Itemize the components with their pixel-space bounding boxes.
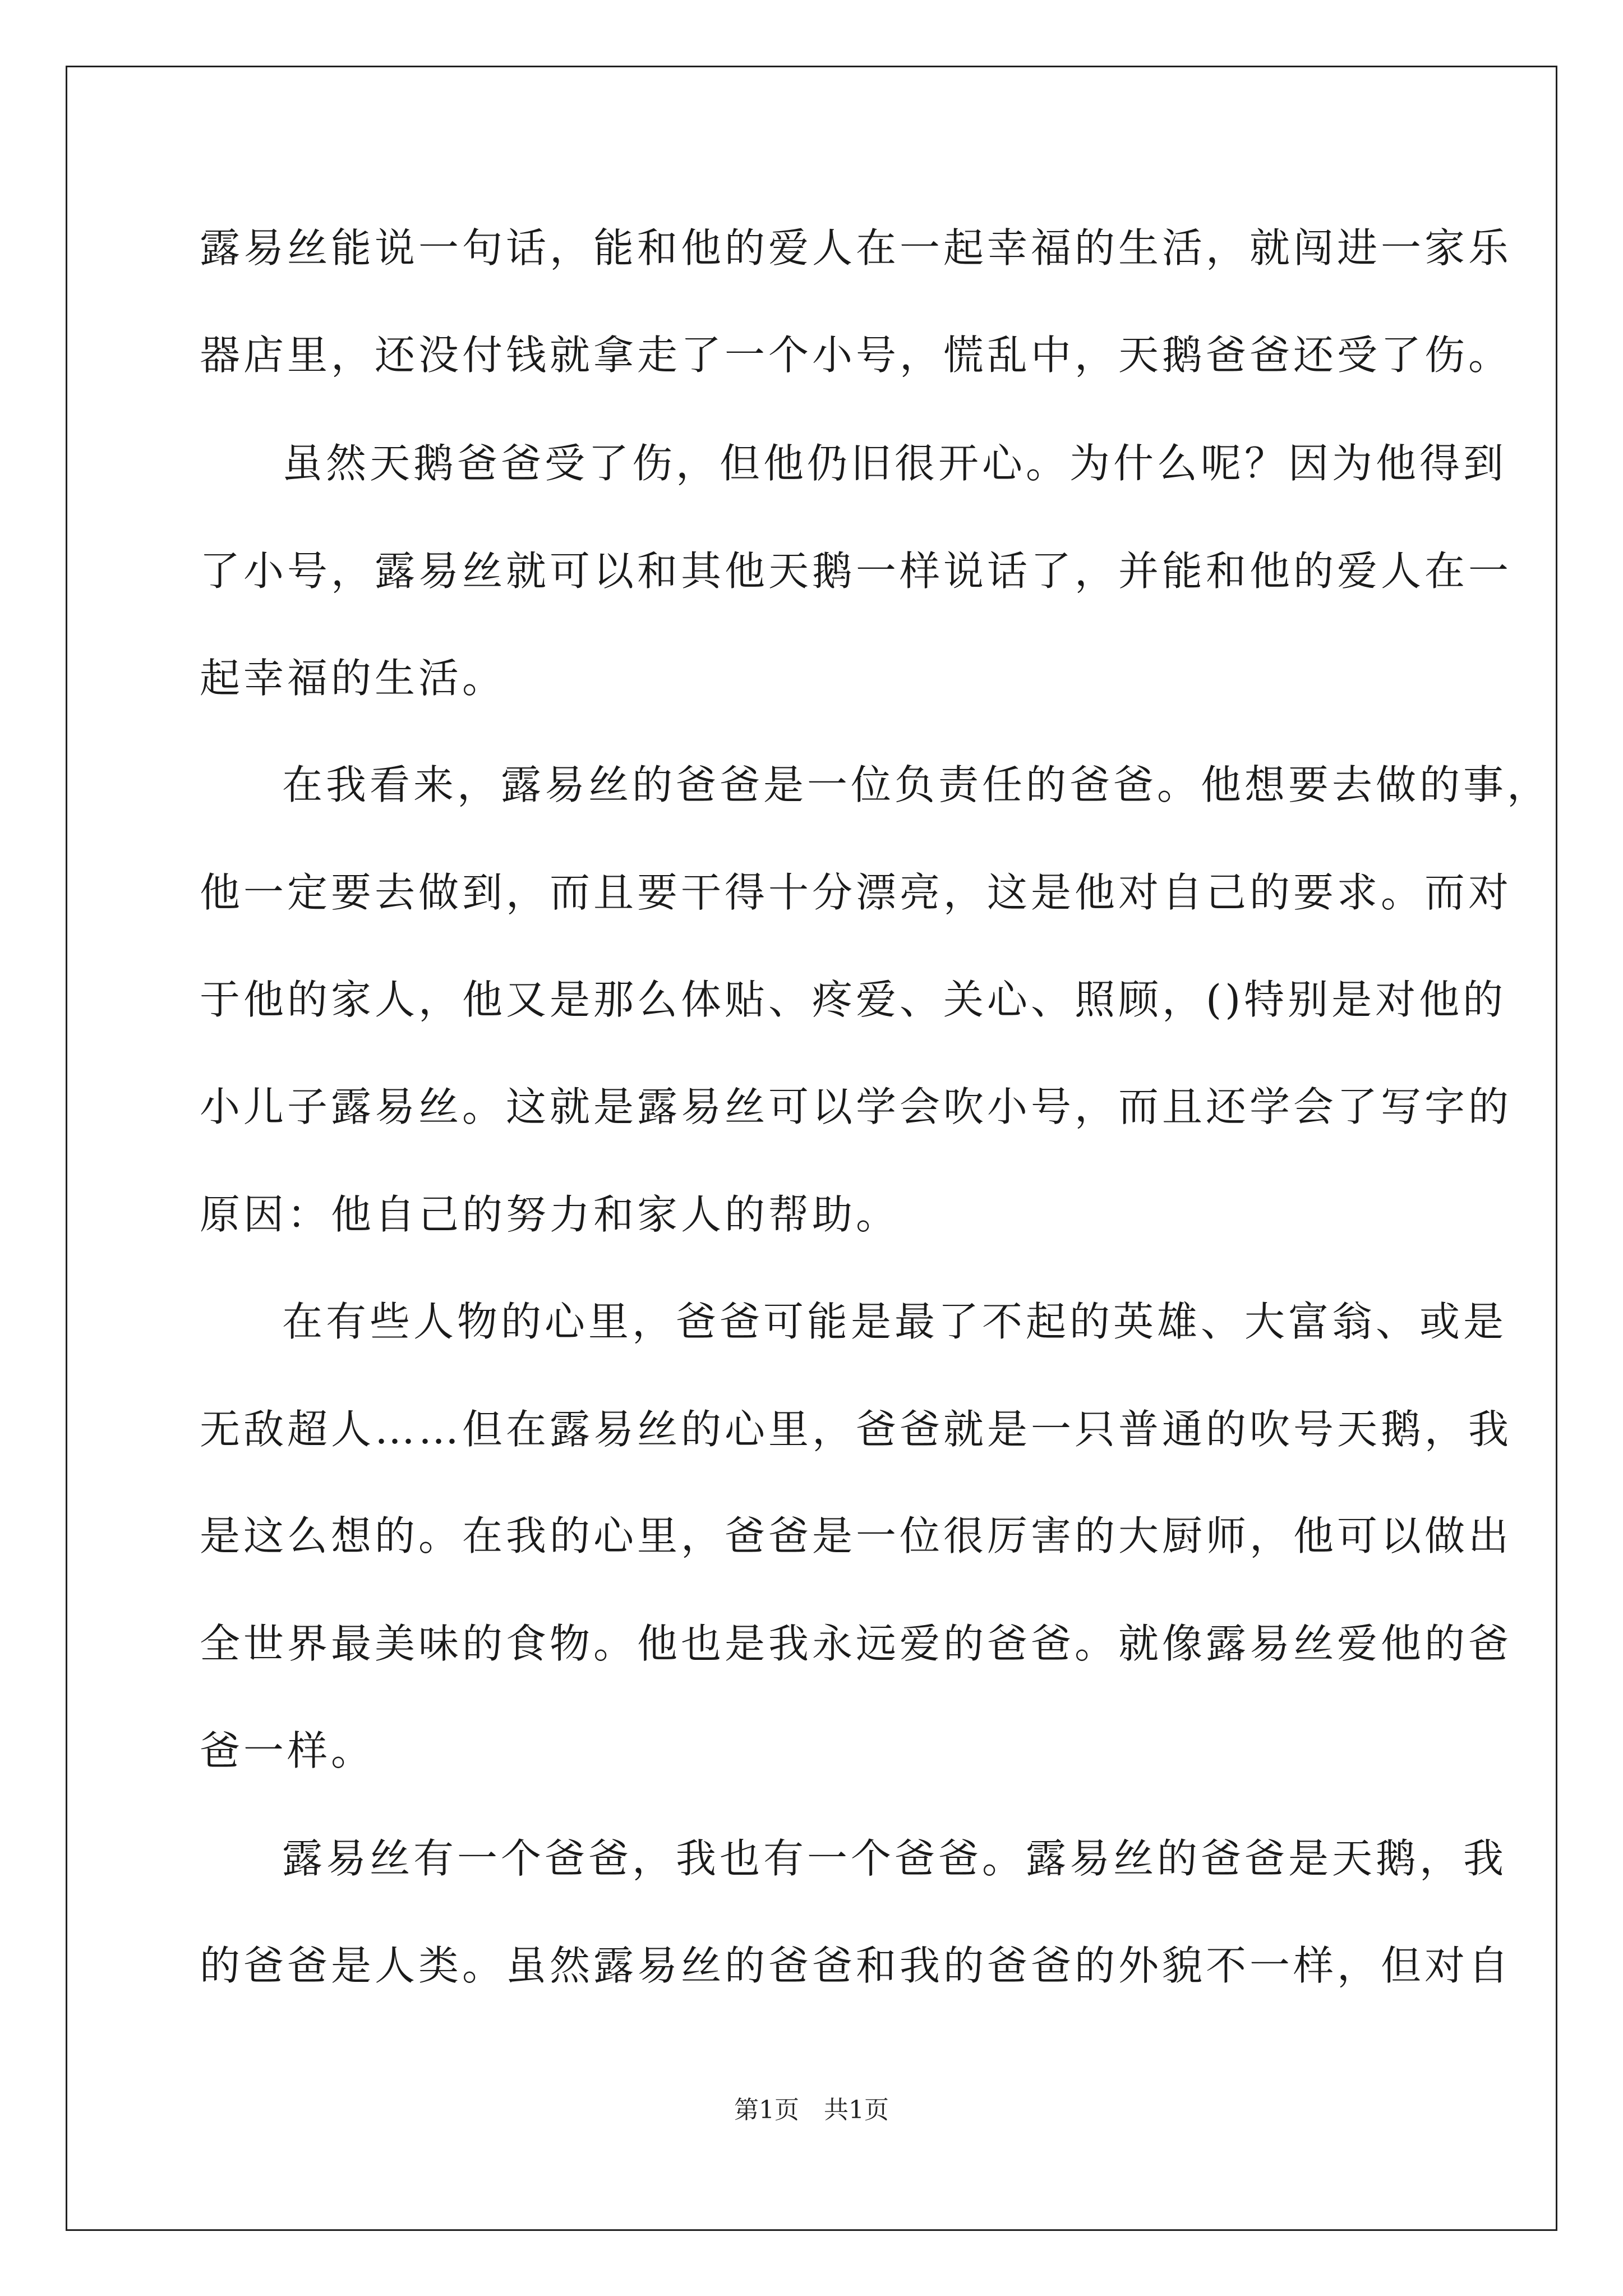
- text-line: 露易丝有一个爸爸，我也有一个爸爸。露易丝的爸爸是天鹅，我: [282, 1835, 1507, 1882]
- text-line: 爸一样。: [200, 1727, 375, 1774]
- text-line: 是这么想的。在我的心里，爸爸是一位很厉害的大厨师，他可以做出: [200, 1512, 1513, 1559]
- text-line: 全世界最美味的食物。他也是我永远爱的爸爸。就像露易丝爱他的爸: [200, 1620, 1513, 1667]
- text-line: 露易丝能说一句话，能和他的爱人在一起幸福的生活，就闯进一家乐: [200, 224, 1513, 272]
- text-line: 原因：他自己的努力和家人的帮助。: [200, 1191, 900, 1238]
- text-line: 小儿子露易丝。这就是露易丝可以学会吹小号，而且还学会了写字的: [200, 1083, 1513, 1130]
- text-line: 起幸福的生活。: [200, 655, 506, 702]
- text-line: 了小号，露易丝就可以和其他天鹅一样说话了，并能和他的爱人在一: [200, 547, 1513, 595]
- page-number-footer: 第1页 共1页: [734, 2096, 889, 2124]
- text-line: 器店里，还没付钱就拿走了一个小号，慌乱中，天鹅爸爸还受了伤。: [200, 332, 1513, 379]
- text-line: 的爸爸是人类。虽然露易丝的爸爸和我的爸爸的外貌不一样，但对自: [200, 1942, 1513, 1989]
- text-line: 虽然天鹅爸爸受了伤，但他仍旧很开心。为什么呢？因为他得到: [282, 440, 1507, 487]
- page-border: [66, 66, 1557, 2231]
- text-line: 他一定要去做到，而且要干得十分漂亮，这是他对自己的要求。而对: [200, 869, 1513, 916]
- text-line: 在有些人物的心里，爸爸可能是最了不起的英雄、大富翁、或是: [282, 1298, 1507, 1345]
- text-line: 无敌超人……但在露易丝的心里，爸爸就是一只普通的吹号天鹅，我: [200, 1406, 1513, 1453]
- text-line: 在我看来，露易丝的爸爸是一位负责任的爸爸。他想要去做的事，: [282, 761, 1551, 808]
- text-line: 于他的家人，他又是那么体贴、疼爱、关心、照顾，()特别是对他的: [200, 976, 1507, 1023]
